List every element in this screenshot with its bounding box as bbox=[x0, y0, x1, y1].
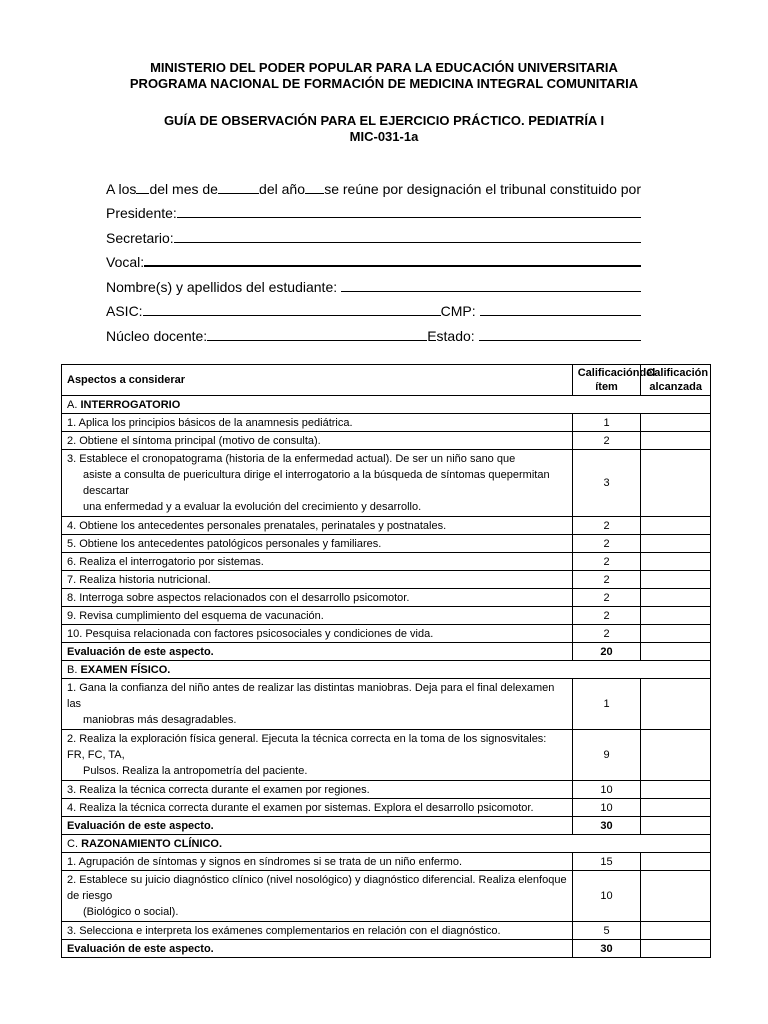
evaluation-row bbox=[62, 940, 711, 958]
achieved-score-cell[interactable] bbox=[641, 553, 711, 571]
year-field[interactable] bbox=[305, 177, 324, 194]
item-text: 9. Revisa cumplimiento del esquema de vacunación. bbox=[62, 607, 573, 625]
asic-row bbox=[106, 295, 641, 320]
a-los-label: A los bbox=[106, 180, 137, 197]
section-row bbox=[62, 661, 711, 679]
section-a-title bbox=[62, 396, 711, 414]
guide-header bbox=[0, 113, 768, 145]
del-mes-label: del mes de bbox=[149, 180, 218, 197]
vocal-field[interactable] bbox=[144, 249, 641, 267]
achieved-score-cell[interactable] bbox=[641, 571, 711, 589]
item-score: 1 bbox=[572, 414, 641, 432]
cmp-field[interactable] bbox=[480, 299, 641, 316]
item-text-multiline bbox=[62, 450, 573, 517]
achieved-score-header-l1: Calificación bbox=[646, 367, 709, 379]
date-row bbox=[106, 172, 641, 197]
achieved-score-cell[interactable] bbox=[641, 625, 711, 643]
section-row bbox=[62, 835, 711, 853]
item-text-line: 3. Establece el cronopatograma (historia de la enfermedad actual). De ser un niño sano que bbox=[67, 453, 516, 465]
section-row bbox=[62, 396, 711, 414]
item-text: 4. Obtiene los antecedentes personales prenatales, perinatales y postnatales. bbox=[62, 517, 573, 535]
item-score-header-l1: Calificacióndel bbox=[577, 367, 656, 379]
item-score: 3 bbox=[572, 450, 641, 517]
table-row bbox=[62, 922, 711, 940]
table-row bbox=[62, 589, 711, 607]
item-score: 2 bbox=[572, 625, 641, 643]
section-name: EXAMEN FÍSICO. bbox=[80, 663, 171, 676]
table-row bbox=[62, 679, 711, 730]
item-text-line: 1. Gana la confianza del niño antes de realizar las distintas maniobras. Deja para el final delexamen las bbox=[67, 682, 555, 710]
table-row bbox=[62, 799, 711, 817]
estado-label: Estado: bbox=[427, 327, 475, 344]
item-score: 5 bbox=[572, 922, 641, 940]
item-score: 1 bbox=[572, 679, 641, 730]
item-score: 10 bbox=[572, 799, 641, 817]
item-text-line: una enfermedad y a evaluar la evolución del crecimiento y desarrollo. bbox=[83, 501, 422, 513]
table-row bbox=[62, 432, 711, 450]
item-text: 5. Obtiene los antecedentes patológicos personales y familiares. bbox=[62, 535, 573, 553]
nucleo-row bbox=[106, 319, 641, 344]
program-title: PROGRAMA NACIONAL DE FORMACIÓN DE MEDICINA INTEGRAL COMUNITARIA bbox=[129, 76, 639, 91]
achieved-score-header-l2: alcanzada bbox=[649, 381, 702, 393]
achieved-score-cell[interactable] bbox=[641, 607, 711, 625]
item-text: 8. Interroga sobre aspectos relacionados con el desarrollo psicomotor. bbox=[62, 589, 573, 607]
guide-title: GUÍA DE OBSERVACIÓN PARA EL EJERCICIO PRÁCTICO. PEDIATRÍA I bbox=[163, 113, 605, 128]
cmp-label: CMP: bbox=[440, 303, 476, 319]
nombre-label: Nombre(s) y apellidos del estudiante: bbox=[106, 278, 338, 295]
table-row bbox=[62, 535, 711, 553]
asic-field[interactable] bbox=[143, 299, 441, 316]
table-row bbox=[62, 781, 711, 799]
item-score-header bbox=[572, 365, 656, 396]
item-score: 2 bbox=[572, 571, 641, 589]
table-row bbox=[62, 414, 711, 432]
table-row bbox=[62, 607, 711, 625]
item-score: 10 bbox=[572, 781, 641, 799]
section-c-title bbox=[62, 835, 711, 853]
table-row bbox=[62, 517, 711, 535]
nucleo-field[interactable] bbox=[207, 324, 427, 341]
item-text: 6. Realiza el interrogatorio por sistemas. bbox=[62, 553, 573, 571]
presidente-row bbox=[106, 197, 641, 222]
item-score: 2 bbox=[572, 517, 641, 535]
achieved-score-cell[interactable] bbox=[641, 517, 711, 535]
month-field[interactable] bbox=[218, 177, 259, 194]
item-text: 3. Realiza la técnica correcta durante el examen por regiones. bbox=[62, 781, 573, 799]
evaluation-row bbox=[62, 817, 711, 835]
table-row bbox=[62, 730, 711, 781]
achieved-score-cell[interactable] bbox=[641, 432, 711, 450]
item-text: 4. Realiza la técnica correcta durante el examen por sistemas. Explora el desarrollo psicomotor. bbox=[62, 799, 573, 817]
table-header-row bbox=[62, 365, 711, 396]
item-text: 7. Realiza historia nutricional. bbox=[62, 571, 573, 589]
section-b-title bbox=[62, 661, 711, 679]
secretario-field[interactable] bbox=[174, 226, 641, 243]
table-row bbox=[62, 853, 711, 871]
item-score: 2 bbox=[572, 432, 641, 450]
achieved-score-cell[interactable] bbox=[641, 781, 711, 799]
achieved-score-header bbox=[641, 365, 711, 396]
del-anio-label: del año bbox=[259, 180, 305, 197]
achieved-score-cell[interactable] bbox=[641, 450, 711, 517]
evaluation-label: Evaluación de este aspecto. bbox=[62, 940, 573, 958]
achieved-score-cell[interactable] bbox=[641, 853, 711, 871]
item-text: 2. Obtiene el síntoma principal (motivo de consulta). bbox=[62, 432, 573, 450]
table-row bbox=[62, 450, 711, 517]
evaluation-total: 30 bbox=[572, 817, 641, 835]
estado-field[interactable] bbox=[479, 324, 641, 341]
item-score: 10 bbox=[572, 871, 641, 922]
vocal-row bbox=[106, 246, 641, 271]
asic-label: ASIC: bbox=[106, 303, 143, 319]
presidente-field[interactable] bbox=[177, 201, 641, 218]
secretario-label: Secretario: bbox=[106, 229, 174, 246]
achieved-score-cell[interactable] bbox=[641, 940, 711, 958]
evaluation-total: 20 bbox=[572, 643, 641, 661]
item-score: 2 bbox=[572, 553, 641, 571]
table-row bbox=[62, 553, 711, 571]
achieved-score-cell[interactable] bbox=[641, 679, 711, 730]
ministry-title: MINISTERIO DEL PODER POPULAR PARA LA EDUCACIÓN UNIVERSITARIA bbox=[150, 60, 618, 75]
item-score: 2 bbox=[572, 535, 641, 553]
presidente-label: Presidente: bbox=[106, 205, 177, 221]
item-text-multiline bbox=[62, 679, 573, 730]
achieved-score-cell[interactable] bbox=[641, 589, 711, 607]
table-row bbox=[62, 625, 711, 643]
achieved-score-cell[interactable] bbox=[641, 643, 711, 661]
table-row bbox=[62, 871, 711, 922]
item-text-multiline bbox=[62, 871, 573, 922]
item-score: 9 bbox=[572, 730, 641, 781]
evaluation-table bbox=[61, 364, 711, 958]
achieved-score-cell[interactable] bbox=[641, 535, 711, 553]
item-text-line: 2. Establece su juicio diagnóstico clínico (nivel nosológico) y diagnóstico diferencial. Realiza elenfoque de riesgo bbox=[67, 874, 567, 902]
item-text-line: maniobras más desagradables. bbox=[83, 714, 237, 726]
vocal-label: Vocal: bbox=[106, 254, 145, 270]
section-letter: C. bbox=[67, 837, 78, 850]
item-text-multiline bbox=[62, 730, 573, 781]
table-row bbox=[62, 571, 711, 589]
document-header bbox=[0, 60, 768, 92]
item-score: 15 bbox=[572, 853, 641, 871]
evaluation-row bbox=[62, 643, 711, 661]
item-text: 10. Pesquisa relacionada con factores psicosociales y condiciones de vida. bbox=[62, 625, 573, 643]
evaluation-label: Evaluación de este aspecto. bbox=[62, 643, 573, 661]
item-score: 2 bbox=[572, 589, 641, 607]
nombre-field[interactable] bbox=[341, 275, 641, 292]
aspects-header: Aspectos a considerar bbox=[62, 365, 573, 396]
achieved-score-cell[interactable] bbox=[641, 799, 711, 817]
achieved-score-cell[interactable] bbox=[641, 414, 711, 432]
item-text-line: 2. Realiza la exploración física general. Ejecuta la técnica correcta en la toma de los signosvitales: FR, FC, TA, bbox=[67, 733, 547, 761]
achieved-score-cell[interactable] bbox=[641, 922, 711, 940]
secretario-row bbox=[106, 221, 641, 246]
section-name: INTERROGATORIO bbox=[80, 398, 181, 411]
nombre-row bbox=[106, 270, 641, 295]
item-text-line: (Biológico o social). bbox=[83, 906, 179, 918]
se-reune-label: se reúne por designación el tribunal constituido por bbox=[324, 180, 641, 197]
tribunal-form bbox=[106, 172, 641, 344]
evaluation-label: Evaluación de este aspecto. bbox=[62, 817, 573, 835]
section-letter: A. bbox=[67, 398, 78, 411]
item-text-line: Pulsos. Realiza la antropometría del paciente. bbox=[83, 765, 308, 777]
nucleo-label: Núcleo docente: bbox=[106, 327, 208, 344]
achieved-score-cell[interactable] bbox=[641, 871, 711, 922]
item-text: 3. Selecciona e interpreta los exámenes complementarios en relación con el diagnóstico. bbox=[62, 922, 573, 940]
evaluation-total: 30 bbox=[572, 940, 641, 958]
guide-code: MIC-031-1a bbox=[349, 129, 419, 144]
achieved-score-cell[interactable] bbox=[641, 817, 711, 835]
day-field[interactable] bbox=[136, 177, 149, 194]
item-text: 1. Agrupación de síntomas y signos en síndromes si se trata de un niño enfermo. bbox=[62, 853, 573, 871]
section-letter: B. bbox=[67, 663, 78, 676]
item-score: 2 bbox=[572, 607, 641, 625]
section-name: RAZONAMIENTO CLÍNICO. bbox=[81, 837, 223, 850]
item-score-header-l2: ítem bbox=[595, 381, 618, 393]
item-text: 1. Aplica los principios básicos de la anamnesis pediátrica. bbox=[62, 414, 573, 432]
item-text-line: asiste a consulta de puericultura dirige el interrogatorio a la búsqueda de síntomas quepermitan descartar bbox=[83, 469, 550, 497]
achieved-score-cell[interactable] bbox=[641, 730, 711, 781]
